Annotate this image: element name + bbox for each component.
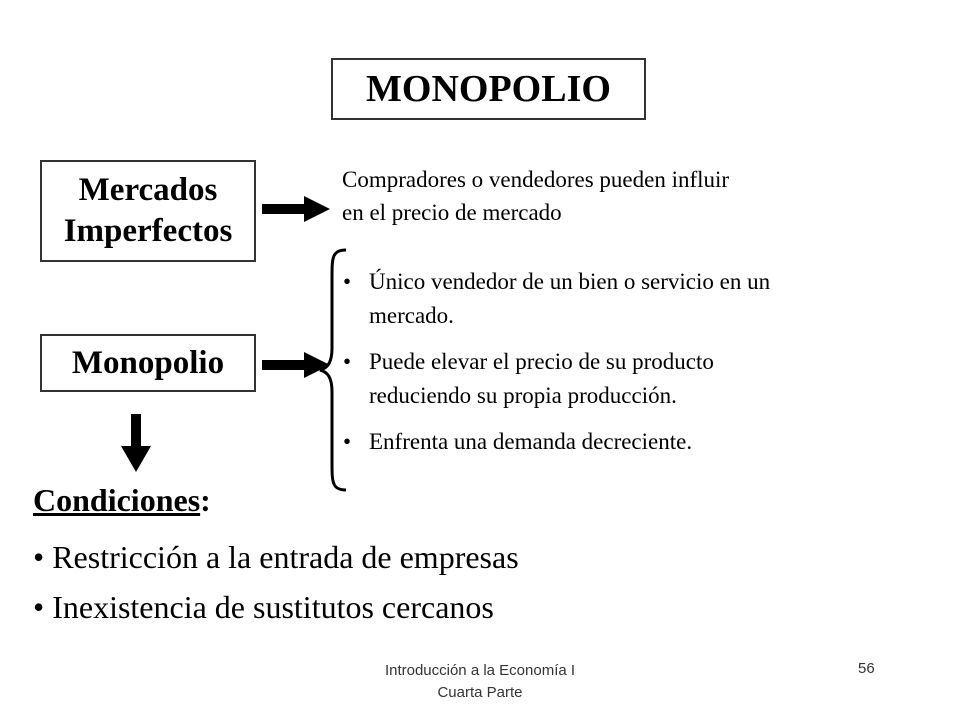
conditions-heading xyxy=(33,482,211,519)
conditions-title: Condiciones xyxy=(33,482,201,518)
monopolio-label: Monopolio xyxy=(71,344,225,381)
down-arrow xyxy=(121,414,151,472)
feature-line2: mercado. xyxy=(369,303,454,328)
condition-text: Inexistencia de sustitutos cercanos xyxy=(52,589,494,625)
feature-item xyxy=(343,265,943,333)
right-arrow-mercados xyxy=(262,196,330,222)
monopolio-features-list xyxy=(343,265,943,471)
mercados-description xyxy=(342,163,729,229)
mercados-label-line1: Mercados xyxy=(78,172,218,208)
condition-item xyxy=(33,582,519,632)
slide-title: MONOPOLIO xyxy=(366,68,611,110)
feature-item xyxy=(343,425,943,459)
mercados-imperfectos-box xyxy=(40,160,256,262)
condition-text: Restricción a la entrada de empresas xyxy=(52,539,519,575)
footer-line1: Introducción a la Economía I xyxy=(384,662,576,679)
feature-line1: Puede elevar el precio de su producto xyxy=(369,349,714,374)
description-line1: Compradores o vendedores pueden influir xyxy=(342,167,730,192)
bullet-glyph: • xyxy=(33,589,45,625)
feature-item xyxy=(343,345,943,413)
feature-line1: Enfrenta una demanda decreciente. xyxy=(369,429,693,454)
conditions-list xyxy=(33,532,519,632)
feature-line1: Único vendedor de un bien o servicio en un xyxy=(369,269,771,294)
condition-item xyxy=(33,532,519,582)
slide-footer xyxy=(330,660,630,704)
bullet-glyph: • xyxy=(343,429,352,454)
conditions-colon: : xyxy=(200,482,211,518)
bullet-glyph: • xyxy=(33,539,45,575)
page-number: 56 xyxy=(858,660,875,677)
footer-line2: Cuarta Parte xyxy=(437,684,523,701)
mercados-label-line2: Imperfectos xyxy=(63,213,233,249)
title-box xyxy=(331,58,646,120)
bullet-glyph: • xyxy=(343,269,352,294)
bullet-glyph: • xyxy=(343,349,352,374)
monopolio-box xyxy=(40,334,256,392)
description-line2: en el precio de mercado xyxy=(342,200,562,225)
feature-line2: reduciendo su propia producción. xyxy=(369,383,677,408)
